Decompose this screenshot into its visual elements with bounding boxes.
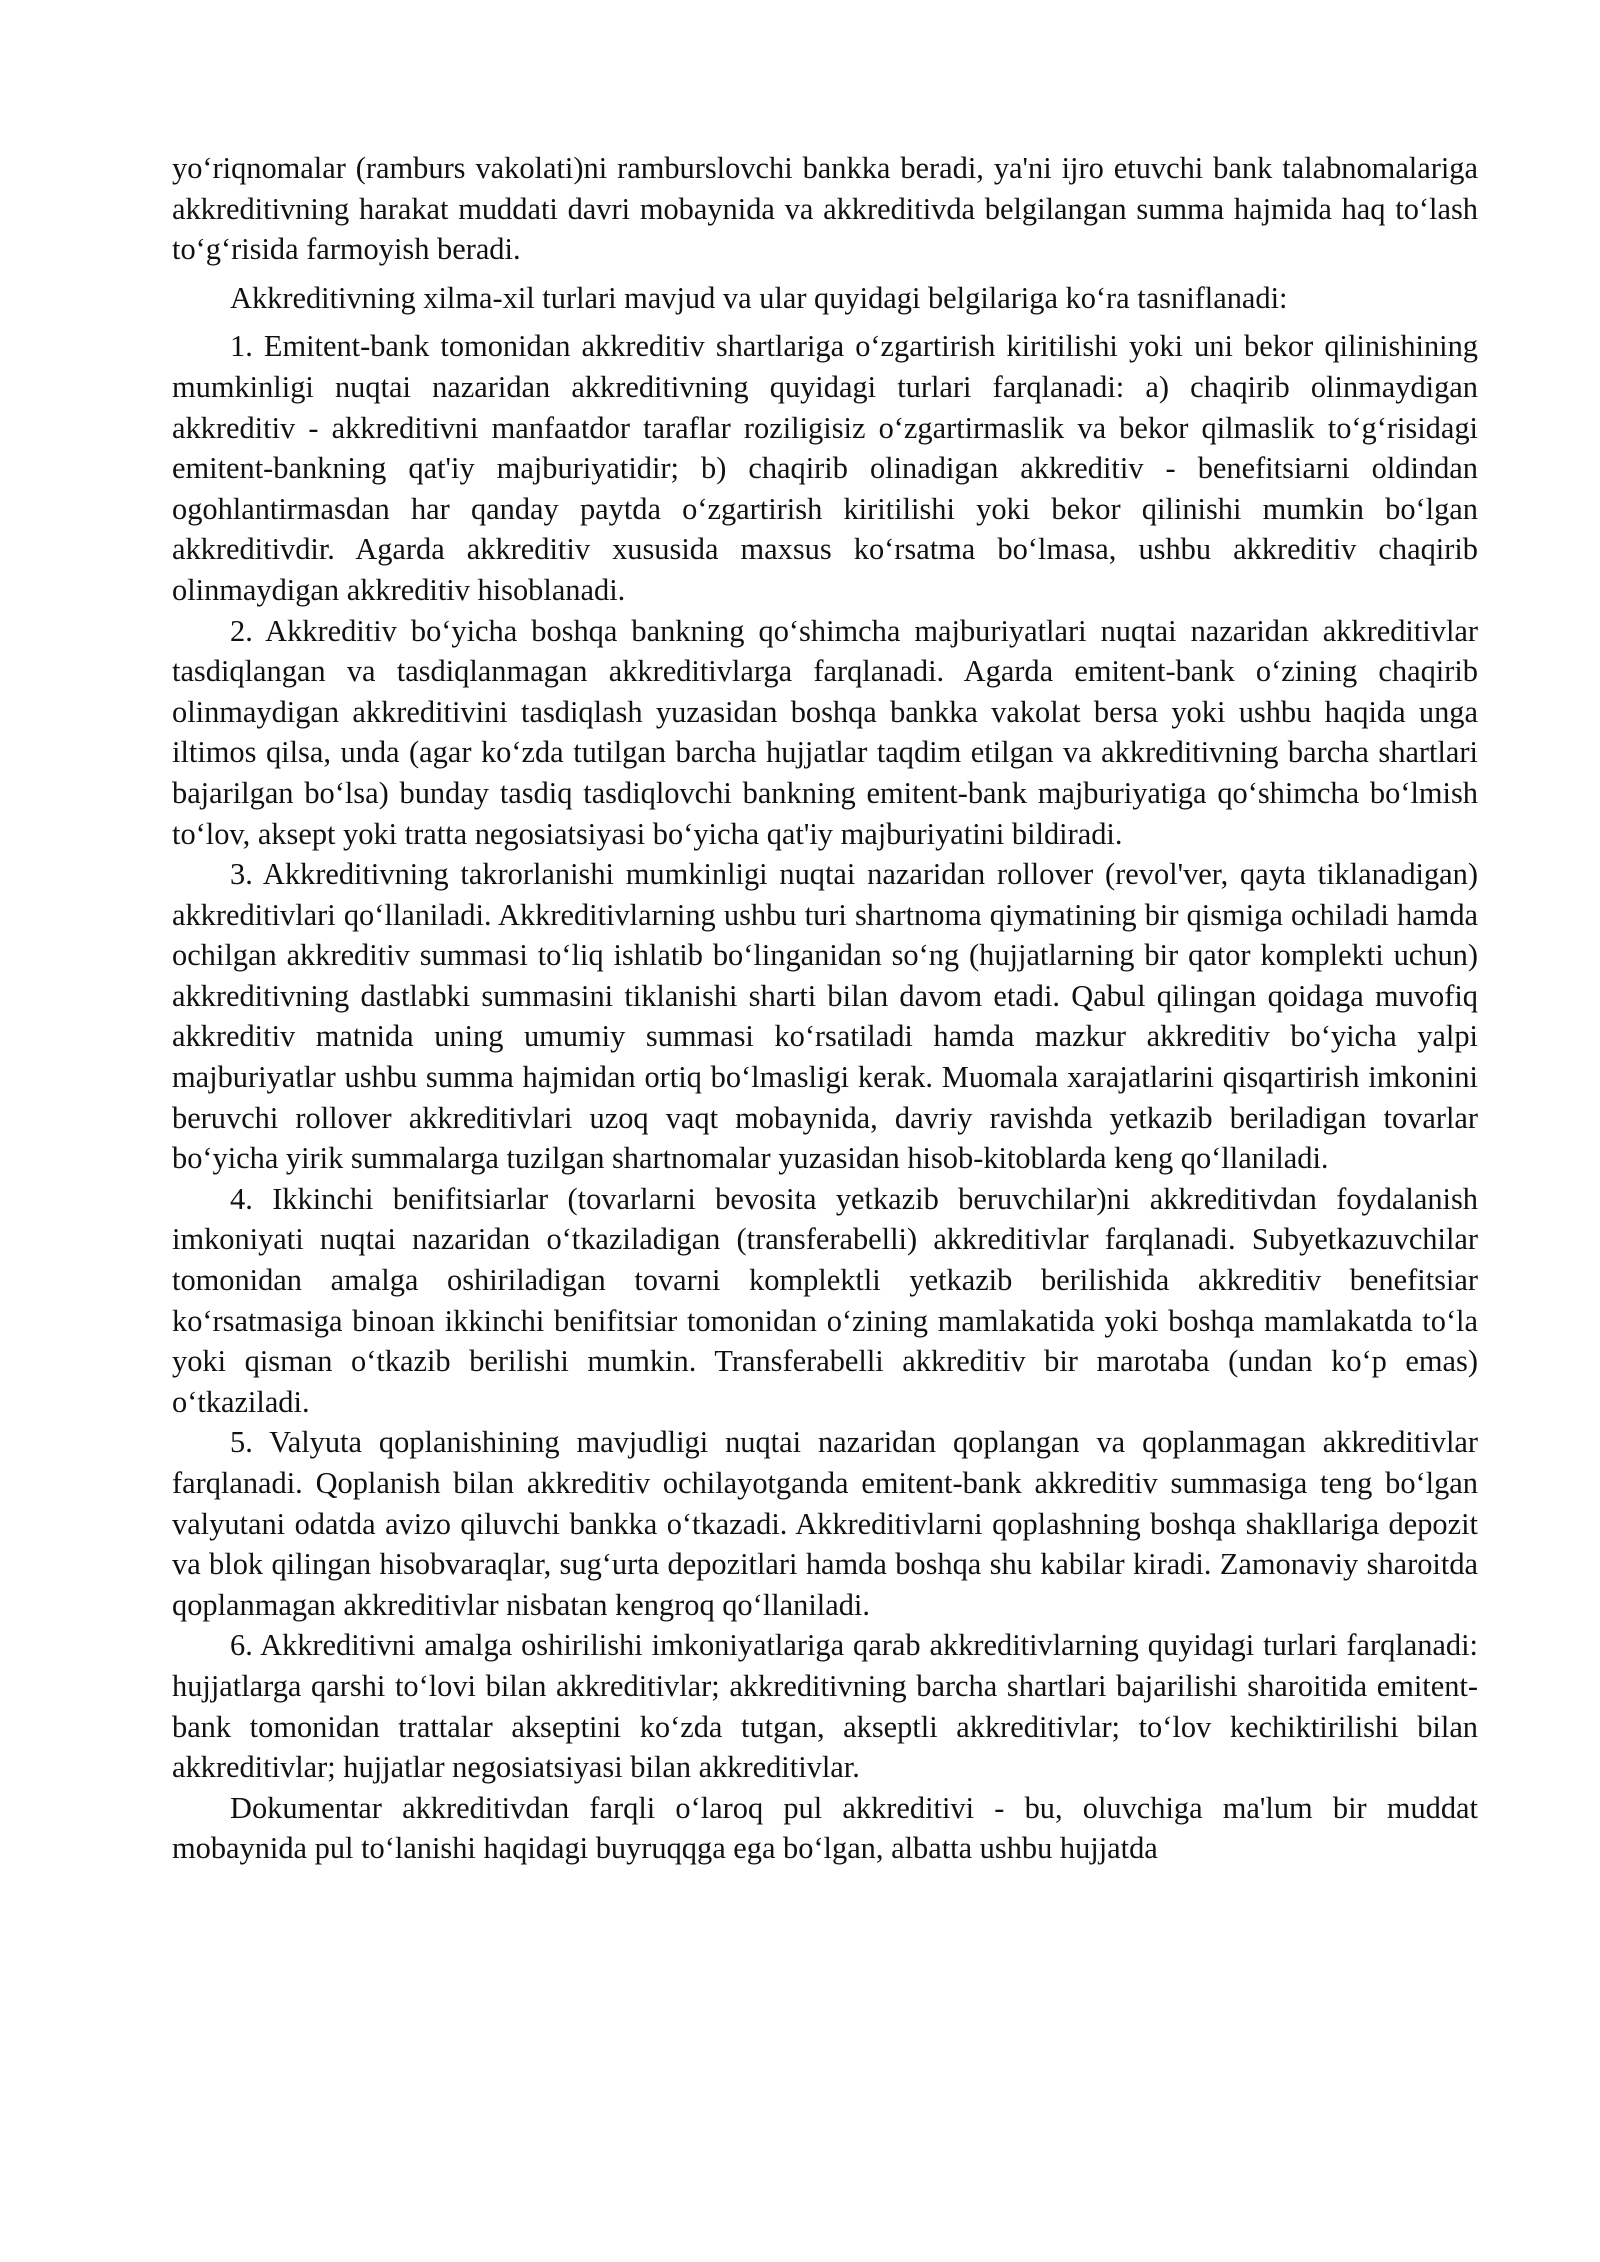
paragraph-item-5: 5. Valyuta qoplanishining mavjudligi nuqtai nazaridan qoplangan va qoplanmagan akkreditivlar farqlanadi. Qoplanish bilan akkreditiv ochilayotganda emitent-bank akkreditiv summasiga teng bo‘lgan valyutani odatda avizo qiluvchi bankka o‘tkazadi. Akkreditivlarni qoplashning boshqa shakllariga depozit va blok qilingan hisobvaraqlar, sug‘urta depozitlari hamda boshqa shu kabilar kiradi. Zamonaviy sharoitda qoplanmagan akkreditivlar nisbatan kengroq qo‘llaniladi. bbox=[172, 1425, 1478, 1622]
document-page bbox=[172, 148, 1478, 1869]
paragraph-item-3: 3. Akkreditivning takrorlanishi mumkinligi nuqtai nazaridan rollover (revol'ver, qayta tiklanadigan) akkreditivlari qo‘llaniladi. Akkreditivlarning ushbu turi shartnoma qiymatining bir qismiga ochiladi hamda ochilgan akkreditiv summasi to‘liq ishlatib bo‘linganidan so‘ng (hujjatlarning bir qator komplekti uchun) akkreditivning dastlabki summasini tiklanishi sharti bilan davom etadi. Qabul qilingan qoidaga muvofiq akkreditiv matnida uning umumiy summasi ko‘rsatiladi hamda mazkur akkreditiv bo‘yicha yalpi majburiyatlar ushbu summa hajmidan ortiq bo‘lmasligi kerak. Muomala xarajatlarini qisqartirish imkonini beruvchi rollover akkreditivlari uzoq vaqt mobaynida, davriy ravishda yetkazib beriladigan tovarlar bo‘yicha yirik summalarga tuzilgan shartnomalar yuzasidan hisob-kitoblarda keng qo‘llaniladi. bbox=[172, 857, 1478, 1176]
paragraph-classification-intro: Akkreditivning xilma-xil turlari mavjud va ular quyidagi belgilariga ko‘ra tasniflanadi: bbox=[230, 280, 1288, 315]
paragraph-money-letter-of-credit: Dokumentar akkreditivdan farqli o‘laroq pul akkreditivi - bu, oluvchiga ma'lum bir muddat mobaynida pul to‘lanishi haqidagi buyruqqga ega bo‘lgan, albatta ushbu hujjatda bbox=[172, 1790, 1478, 1866]
paragraph-continuation: yo‘riqnomalar (ramburs vakolati)ni ramburslovchi bankka beradi, ya'ni ijro etuvchi bank talabnomalariga akkreditivning harakat muddati davri mobaynida va akkreditivda belgilangan summa hajmida haq to‘lash to‘g‘risida farmoyish beradi. bbox=[172, 151, 1478, 267]
paragraph-item-2: 2. Akkreditiv bo‘yicha boshqa bankning qo‘shimcha majburiyatlari nuqtai nazaridan akkreditivlar tasdiqlangan va tasdiqlanmagan akkreditivlarga farqlanadi. Agarda emitent-bank o‘zining chaqirib olinmaydigan akkreditivini tasdiqlash yuzasidan boshqa bankka vakolat bersa yoki ushbu haqida unga iltimos qilsa, unda (agar ko‘zda tutilgan barcha hujjatlar taqdim etilgan va akkreditivning barcha shartlari bajarilgan bo‘lsa) bunday tasdiq tasdiqlovchi bankning emitent-bank majburiyatiga qo‘shimcha bo‘lmish to‘lov, aksept yoki tratta negosiatsiyasi bo‘yicha qat'iy majburiyatini bildiradi. bbox=[172, 613, 1478, 851]
paragraph-item-1: 1. Emitent-bank tomonidan akkreditiv shartlariga o‘zgartirish kiritilishi yoki uni bekor qilinishining mumkinligi nuqtai nazaridan akkreditivning quyidagi turlari farqlanadi: a) chaqirib olinmaydigan akkreditiv - akkreditivni manfaatdor taraflar roziligisiz o‘zgartirmaslik va bekor qilmaslik to‘g‘risidagi emitent-bankning qat'iy majburiyatidir; b) chaqirib olinadigan akkreditiv - benefitsiarni oldindan ogohlantirmasdan har qanday paytda o‘zgartirish kiritilishi yoki bekor qilinishi mumkin bo‘lgan akkreditivdir. Agarda akkreditiv xususida maxsus ko‘rsatma bo‘lmasa, ushbu akkreditiv chaqirib olinmaydigan akkreditiv hisoblanadi. bbox=[172, 329, 1478, 607]
paragraph-item-6: 6. Akkreditivni amalga oshirilishi imkoniyatlariga qarab akkreditivlarning quyidagi turlari farqlanadi: hujjatlarga qarshi to‘lovi bilan akkreditivlar; akkreditivning barcha shartlari bajarilishi sharoitida emitent-bank tomonidan trattalar akseptini ko‘zda tutgan, akseptli akkreditivlar; to‘lov kechiktirilishi bilan akkreditivlar; hujjatlar negosiatsiyasi bilan akkreditivlar. bbox=[172, 1628, 1478, 1785]
paragraph-item-4: 4. Ikkinchi benifitsiarlar (tovarlarni bevosita yetkazib beruvchilar)ni akkreditivdan foydalanish imkoniyati nuqtai nazaridan o‘tkaziladigan (transferabelli) akkreditivlar farqlanadi. Subyetkazuvchilar tomonidan amalga oshiriladigan tovarni komplektli yetkazib berilishida akkreditiv benefitsiar ko‘rsatmasiga binoan ikkinchi benifitsiar tomonidan o‘zining mamlakatida yoki boshqa mamlakatda to‘la yoki qisman o‘tkazib berilishi mumkin. Transferabelli akkreditiv bir marotaba (undan ko‘p emas) o‘tkaziladi. bbox=[172, 1181, 1478, 1419]
